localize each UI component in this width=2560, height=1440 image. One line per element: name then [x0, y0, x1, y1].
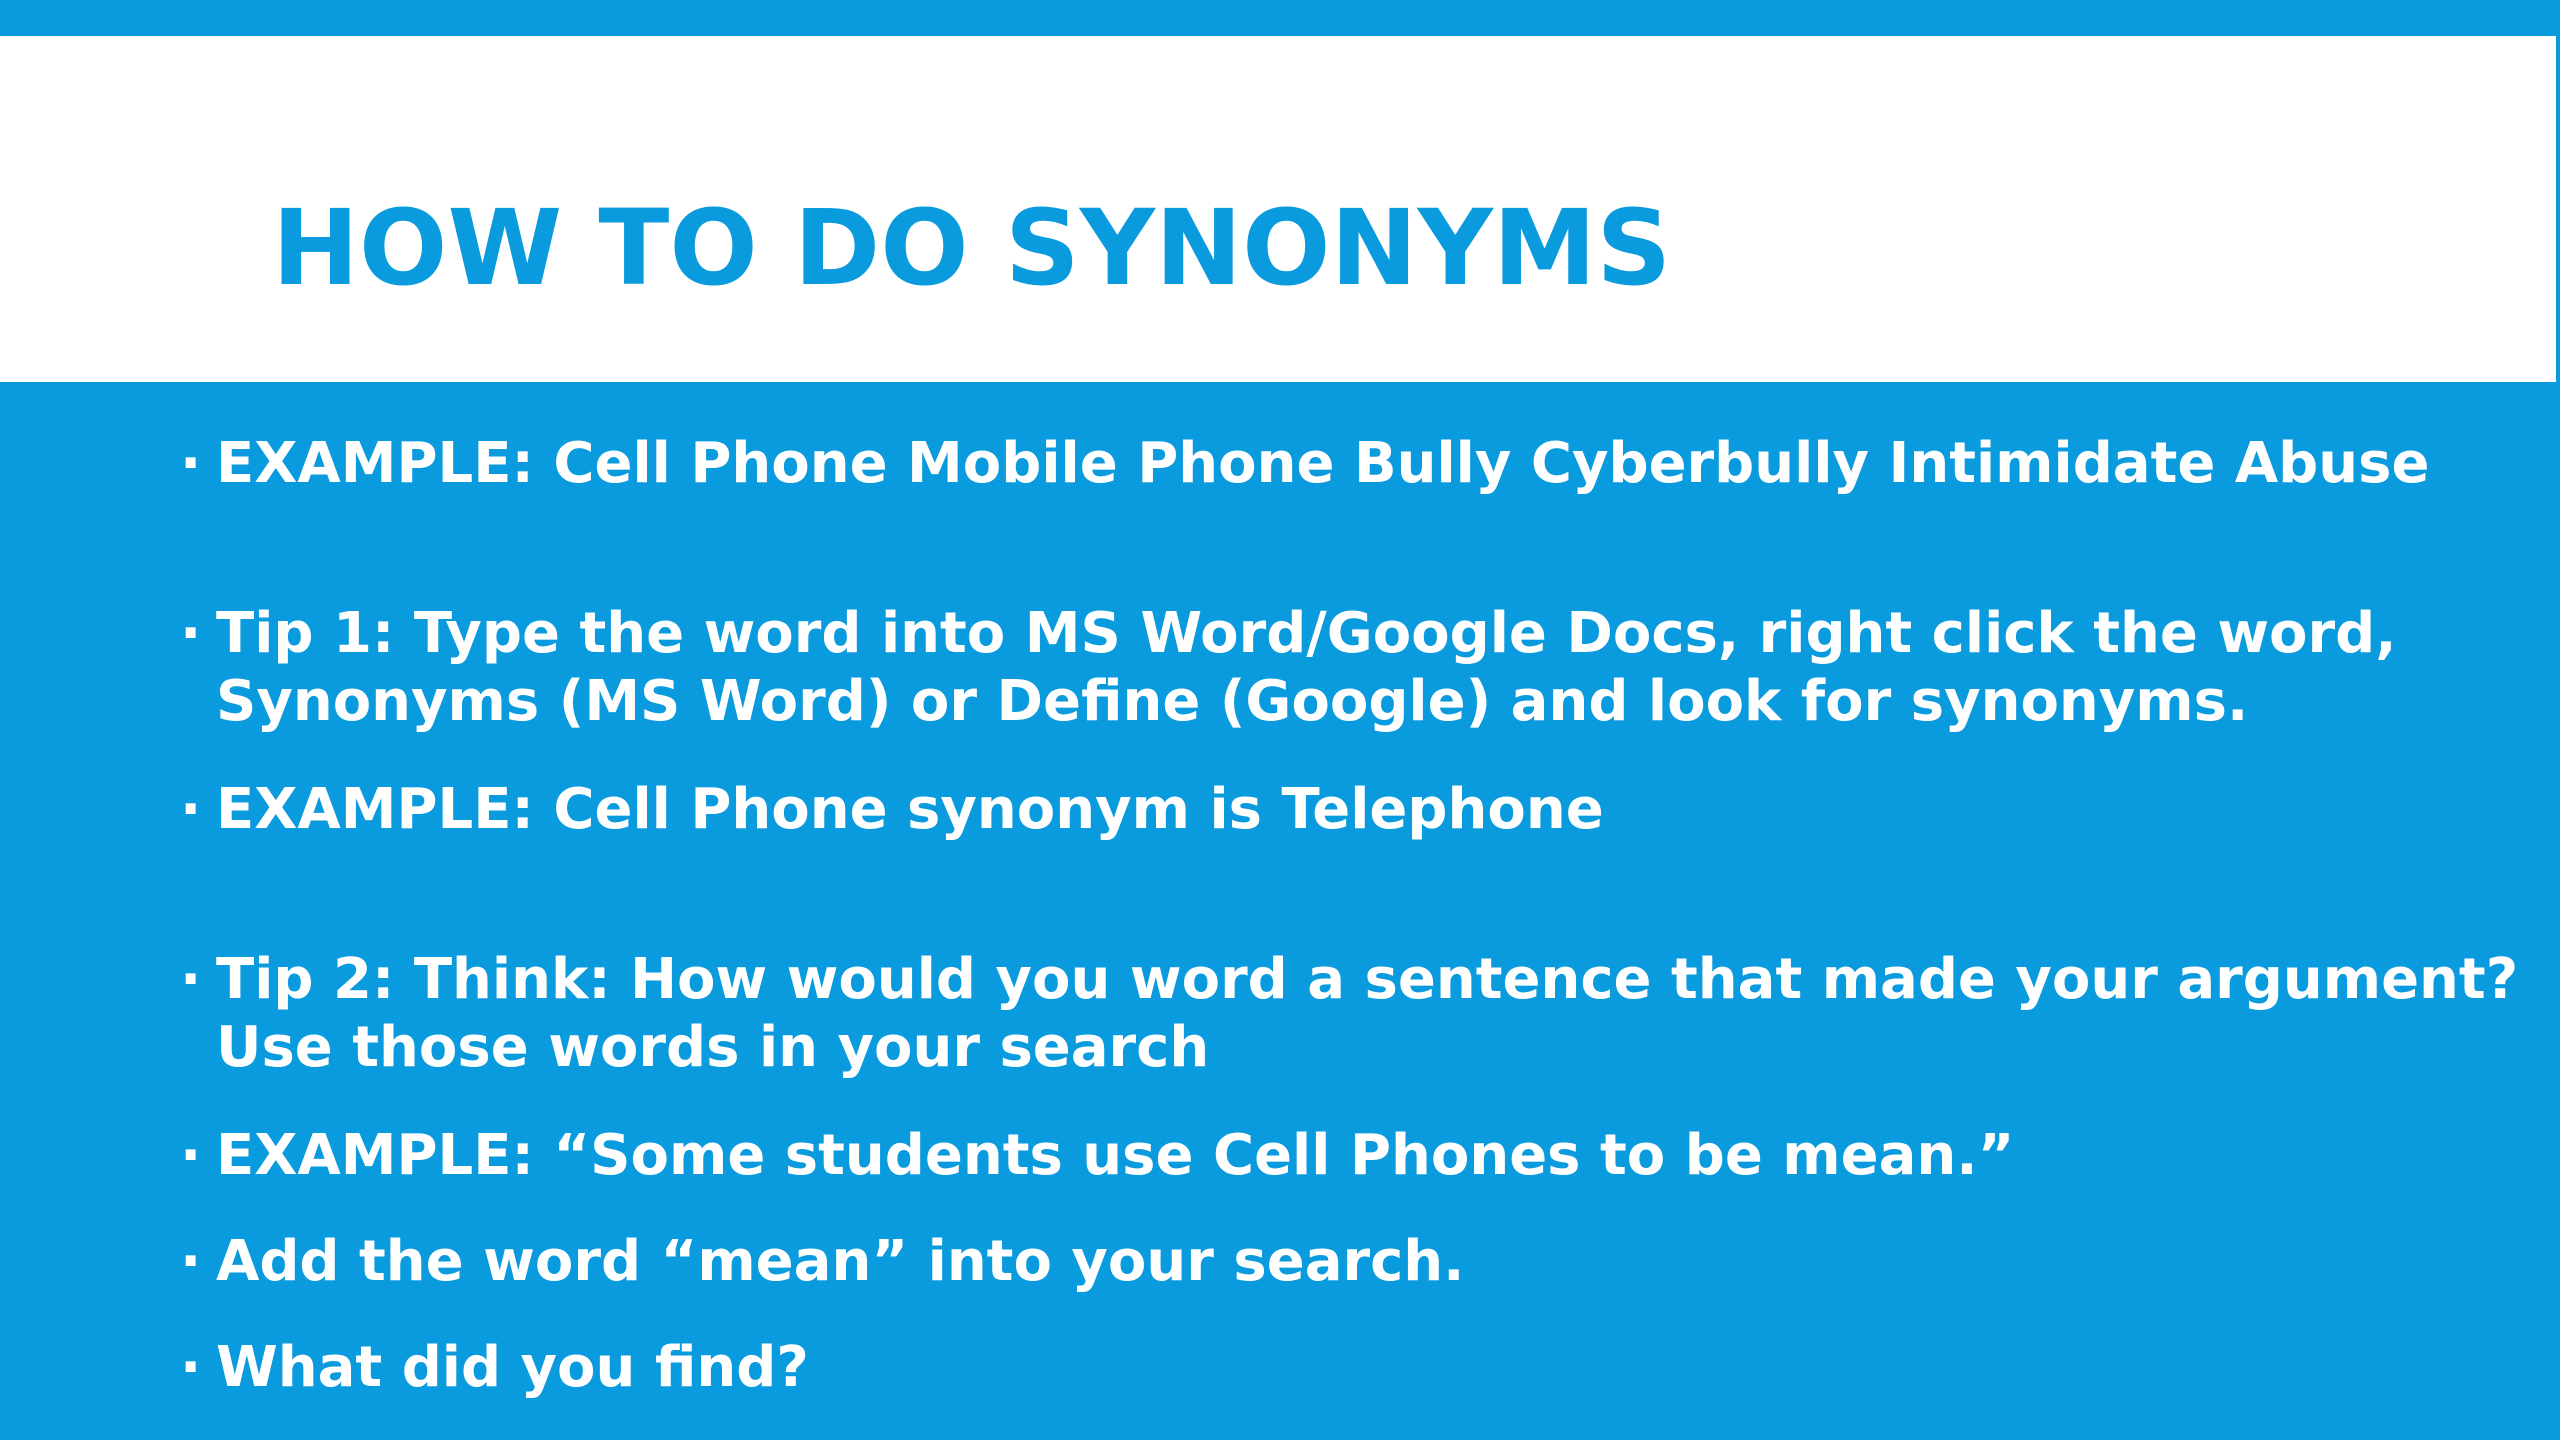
bullet-dot: ·	[180, 601, 202, 666]
bullet-dot: ·	[180, 1229, 202, 1294]
bullet-dot: ·	[180, 1123, 202, 1188]
bullet-item	[180, 1122, 2520, 1190]
bullet-text: EXAMPLE: Cell Phone Mobile Phone Bully Cyberbully Intimidate Abuse	[216, 431, 2430, 496]
bullet-text: What did you find?	[216, 1335, 809, 1400]
bullet-text: EXAMPLE: Cell Phone synonym is Telephone	[216, 777, 1604, 842]
title-panel	[0, 36, 2556, 382]
bullet-dot: ·	[180, 1335, 202, 1400]
slide-title: HOW TO DO SYNONYMS	[272, 187, 1672, 309]
top-accent-strip	[0, 0, 2560, 36]
right-edge-accent	[2556, 36, 2560, 382]
bullet-item	[180, 776, 2520, 844]
bullet-dot: ·	[180, 947, 202, 1012]
bullet-text: Tip 2: Think: How would you word a sentence that made your argument? Use those words in your search	[216, 947, 2519, 1080]
bullet-text: Tip 1: Type the word into MS Word/Google Docs, right click the word, Synonyms (MS Word) or Define (Google) and look for synonyms.	[216, 601, 2397, 734]
bullet-dot: ·	[180, 777, 202, 842]
bullet-item	[180, 1228, 2520, 1296]
bullet-text: Add the word “mean” into your search.	[216, 1229, 1465, 1294]
bullet-text: EXAMPLE: “Some students use Cell Phones to be mean.”	[216, 1123, 2015, 1188]
bullet-item	[180, 430, 2520, 498]
bullet-item	[180, 1334, 2520, 1402]
bullet-item	[180, 600, 2520, 736]
bullet-item	[180, 946, 2520, 1082]
bullet-dot: ·	[180, 431, 202, 496]
